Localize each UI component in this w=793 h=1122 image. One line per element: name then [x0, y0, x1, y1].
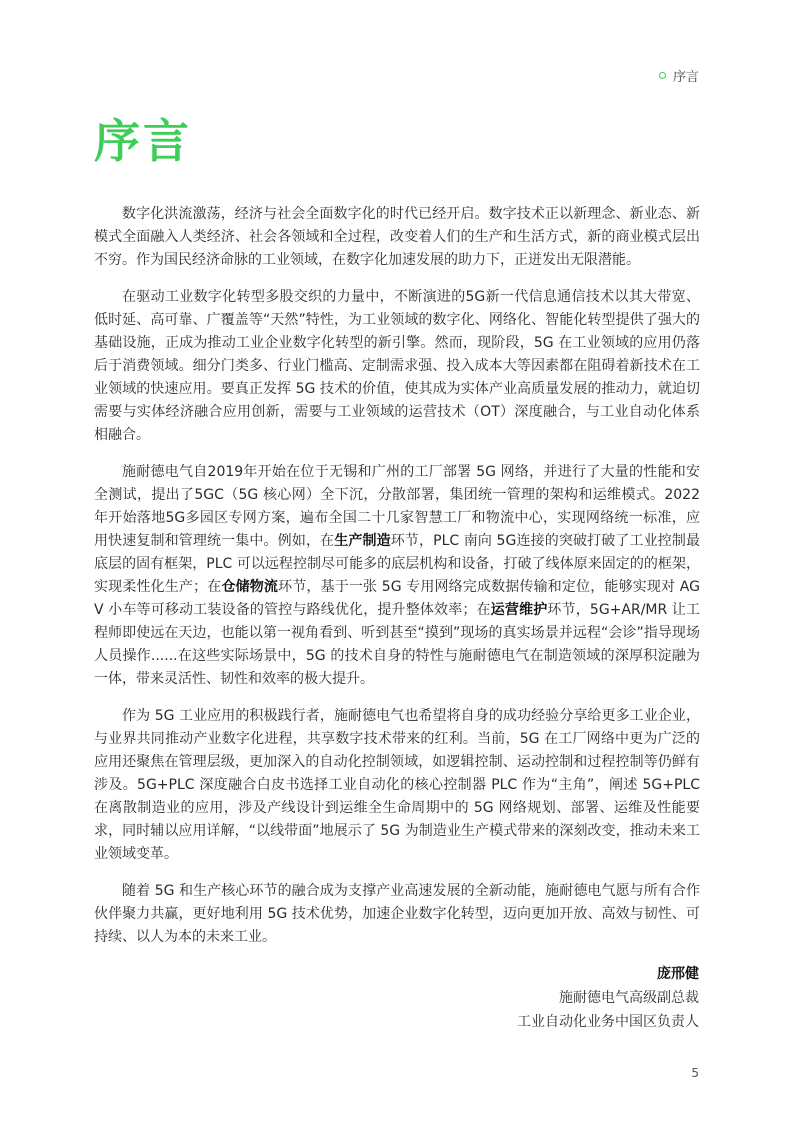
- paragraph-1: 数字化洪流激荡，经济与社会全面数字化的时代已经开启。数字技术正以新理念、新业态、新模式全面融入人类经济、社会各领域和全过程，改变着人们的生产和生活方式，新的商业模式层出不穷。作为国民经济命脉的工业领域，在数字化加速发展的助力下，正迸发出无限潜能。: [94, 206, 700, 268]
- keyword-logistics: 仓储物流: [221, 579, 279, 595]
- circle-bullet-icon: [659, 72, 666, 79]
- paragraph-3-text-4: 环节，5G+AR/MR 让工程师即使远在天边，也能以第一视角看到、听到甚至“摸到”现场的真实场景并远程“会诊”指导现场人员操作......在这些实际场景中，5G 的技术自身的特性与施耐德电气在制造领域的深厚积淀融为一体，带来灵活性、韧性和效率的极大提升。: [94, 602, 701, 687]
- section-header-tag: [659, 66, 699, 85]
- page-number: 5: [691, 1066, 699, 1080]
- paragraph-3-text-2: 环节，PLC 南向 5G连接的突破打破了工业控制最底层的固有框架，PLC 可以远程控制尽可能多的底层机构和设备，打破了线体原来固定的的框架，实现柔性化生产；在: [94, 533, 700, 595]
- paragraph-2: 在驱动工业数字化转型多股交织的力量中，不断演进的5G新一代信息通信技术以其大带宽、低时延、高可靠、广覆盖等“天然”特性，为工业领域的数字化、网络化、智能化转型提供了强大的基础设施，正成为推动工业企业数字化转型的新引擎。然而，现阶段，5G 在工业领域的应用仍落后于消费领域。细分门类多、行业门槛高、定制需求强、投入成本大等因素都在阻碍着新技术在工业领域的快速应用。要真正发挥 5G 技术的价值，使其成为实体产业高质量发展的推动力，就迫切需要与实体经济融合应用创新，需要与工业领域的运营技术（OT）深度融合，与工业自动化体系相融合。: [94, 289, 700, 443]
- paragraph-4: 作为 5G 工业应用的积极践行者，施耐德电气也希望将自身的成功经验分享给更多工业企业，与业界共同推动产业数字化进程，共享数字技术带来的红利。当前，5G 在工厂网络中更为广泛的应用还聚焦在管理层级，更加深入的自动化控制领域，如逻辑控制、运动控制和过程控制等仍鲜有涉及。5G+PLC 深度融合白皮书选择工业自动化的核心控制器 PLC 作为“主角”，阐述 5G+PLC 在离散制造业的应用，涉及产线设计到运维全生命周期中的 5G 网络规划、部署、运维及性能要求，同时辅以应用详解，“以线带面”地展示了 5G 为制造业生产模式带来的深刻改变，推动未来工业领域变革。: [94, 708, 700, 862]
- signatory-title-2: 工业自动化业务中国区负责人: [517, 1014, 699, 1030]
- signature-block: [517, 962, 699, 1034]
- paragraph-3-text-1: 施耐德电气自2019年开始在位于无锡和广州的工厂部署 5G 网络，并进行了大量的性能和安全测试，提出了5GC（5G 核心网）全下沉，分散部署，集团统一管理的架构和运维模式。2022年开始落地5G多园区专网方案，遍布全国二十几家智慧工厂和物流中心，实现网络统一标准，应用快速复制和管理统一集中。例如，在: [94, 464, 700, 549]
- paragraph-3-text-3: 环节，基于一张 5G 专用网络完成数据传输和定位，能够实现对 AGV 小车等可移动工装设备的管控与路线优化，提升整体效率；在: [94, 579, 700, 618]
- section-label: 序言: [672, 70, 699, 85]
- page-title: 序言: [94, 114, 192, 168]
- paragraph-5: 随着 5G 和生产核心环节的融合成为支撑产业高速发展的全新动能，施耐德电气愿与所有合作伙伴聚力共赢，更好地利用 5G 技术优势，加速企业数字化转型，迈向更加开放、高效与韧性、可持续、以人为本的未来工业。: [94, 883, 700, 945]
- keyword-production: 生产制造: [334, 533, 391, 549]
- keyword-operations: 运营维护: [490, 602, 548, 618]
- signatory-name: 庞邢健: [657, 966, 699, 982]
- paragraph-3: [94, 461, 700, 691]
- signatory-title-1: 施耐德电气高级副总裁: [559, 990, 699, 1006]
- preface-body: [94, 203, 700, 963]
